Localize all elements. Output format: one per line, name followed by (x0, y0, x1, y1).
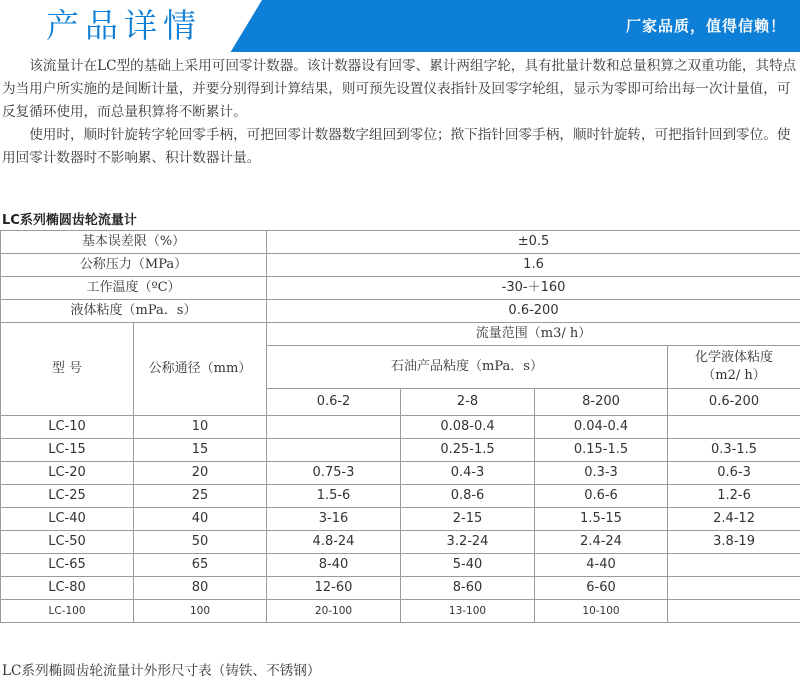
range-cell: 0.4-3 (401, 462, 535, 485)
range-cell: 2.4-24 (535, 531, 668, 554)
description-paragraph-2: 使用时，顺时针旋转字轮回零手柄，可把回零计数器数字组回到零位；揿下指针回零手柄，顺时针旋转，可把指针回到零位。使用回零计数器时不影响累、积计数器计量。 (2, 127, 791, 166)
param-label: 液体粘度（mPa．s） (1, 300, 267, 323)
range-cell: 0.75-3 (267, 462, 401, 485)
range-cell: 0.04-0.4 (535, 416, 668, 439)
range-cell: 0.3-1.5 (668, 439, 800, 462)
range-cell: 4.8-24 (267, 531, 401, 554)
range-cell: 8-40 (267, 554, 401, 577)
param-row (1, 300, 800, 323)
range-cell: 20-100 (267, 600, 401, 623)
product-description (2, 55, 798, 170)
range-cell (668, 577, 800, 600)
sub-col-header: 0.6-200 (668, 389, 800, 416)
description-paragraph-1: 该流量计在LC型的基础上采用可回零计数器。该计数器设有回零、累计两组字轮，具有批量计数和总量积算之双重功能，其特点为当用户所实施的是间断计量，并要分别得到计算结果，则可预先设置仪表指针及回零字轮组，显示为零即可给出每一次计量值，可反复循环使用，而总量积算将不断累计。 (2, 58, 797, 120)
range-cell: 1.2-6 (668, 485, 800, 508)
range-cell: 0.6-3 (668, 462, 800, 485)
range-cell: 3.2-24 (401, 531, 535, 554)
range-cell (668, 600, 800, 623)
table-row (1, 462, 800, 485)
range-cell: 1.5-15 (535, 508, 668, 531)
range-cell: 0.6-6 (535, 485, 668, 508)
dn-cell: 80 (134, 577, 267, 600)
dn-cell: 40 (134, 508, 267, 531)
range-cell: 13-100 (401, 600, 535, 623)
dn-cell: 10 (134, 416, 267, 439)
table-row (1, 531, 800, 554)
header-row (1, 323, 800, 346)
model-cell: LC-15 (1, 439, 134, 462)
sub-col-header: 0.6-2 (267, 389, 401, 416)
table-row (1, 577, 800, 600)
param-value: 1.6 (267, 254, 800, 277)
model-cell: LC-65 (1, 554, 134, 577)
table-row (1, 600, 800, 623)
range-cell: 2.4-12 (668, 508, 800, 531)
sub-col-header: 8-200 (535, 389, 668, 416)
range-cell: 0.3-3 (535, 462, 668, 485)
dimension-table-caption: LC系列椭圆齿轮流量计外形尺寸表（铸铁、不锈钢） (2, 663, 321, 679)
range-cell (668, 416, 800, 439)
table-row (1, 554, 800, 577)
flow-range-header: 流量范围（m3/ h） (267, 323, 800, 346)
range-cell: 5-40 (401, 554, 535, 577)
range-cell (267, 439, 401, 462)
range-cell: 10-100 (535, 600, 668, 623)
range-cell: 0.15-1.5 (535, 439, 668, 462)
chem-viscosity-header: 化学液体粘度（m2/ h） (668, 346, 800, 389)
range-cell (267, 416, 401, 439)
range-cell: 6-60 (535, 577, 668, 600)
param-label: 工作温度（ºC） (1, 277, 267, 300)
dn-cell: 50 (134, 531, 267, 554)
range-cell: 1.5-6 (267, 485, 401, 508)
header-banner (0, 0, 800, 52)
oil-viscosity-header: 石油产品粘度（mPa．s） (267, 346, 668, 389)
dn-cell: 100 (134, 600, 267, 623)
param-row (1, 277, 800, 300)
page-title: 产品详情 (46, 6, 202, 45)
header-slogan: 厂家品质，值得信赖！ (625, 17, 786, 35)
model-cell: LC-10 (1, 416, 134, 439)
range-cell: 4-40 (535, 554, 668, 577)
spec-table (0, 230, 800, 623)
param-label: 基本误差限（%） (1, 231, 267, 254)
range-cell: 8-60 (401, 577, 535, 600)
range-cell: 0.25-1.5 (401, 439, 535, 462)
param-value: ±0.5 (267, 231, 800, 254)
model-header: 型 号 (1, 323, 134, 416)
range-cell (668, 554, 800, 577)
dn-cell: 15 (134, 439, 267, 462)
model-cell: LC-40 (1, 508, 134, 531)
param-value: 0.6-200 (267, 300, 800, 323)
range-cell: 0.08-0.4 (401, 416, 535, 439)
dn-cell: 20 (134, 462, 267, 485)
param-row (1, 231, 800, 254)
table-row (1, 485, 800, 508)
model-cell: LC-50 (1, 531, 134, 554)
range-cell: 0.8-6 (401, 485, 535, 508)
dn-cell: 25 (134, 485, 267, 508)
model-cell: LC-80 (1, 577, 134, 600)
param-value: -30-＋160 (267, 277, 800, 300)
model-cell: LC-100 (1, 600, 134, 623)
spec-table-title: LC系列椭圆齿轮流量计 (2, 213, 137, 228)
range-cell: 12-60 (267, 577, 401, 600)
param-label: 公称压力（MPa） (1, 254, 267, 277)
param-row (1, 254, 800, 277)
diameter-header: 公称通径（mm） (134, 323, 267, 416)
sub-col-header: 2-8 (401, 389, 535, 416)
table-row (1, 439, 800, 462)
table-row (1, 508, 800, 531)
model-cell: LC-25 (1, 485, 134, 508)
dn-cell: 65 (134, 554, 267, 577)
model-cell: LC-20 (1, 462, 134, 485)
range-cell: 3-16 (267, 508, 401, 531)
table-row (1, 416, 800, 439)
range-cell: 2-15 (401, 508, 535, 531)
range-cell: 3.8-19 (668, 531, 800, 554)
